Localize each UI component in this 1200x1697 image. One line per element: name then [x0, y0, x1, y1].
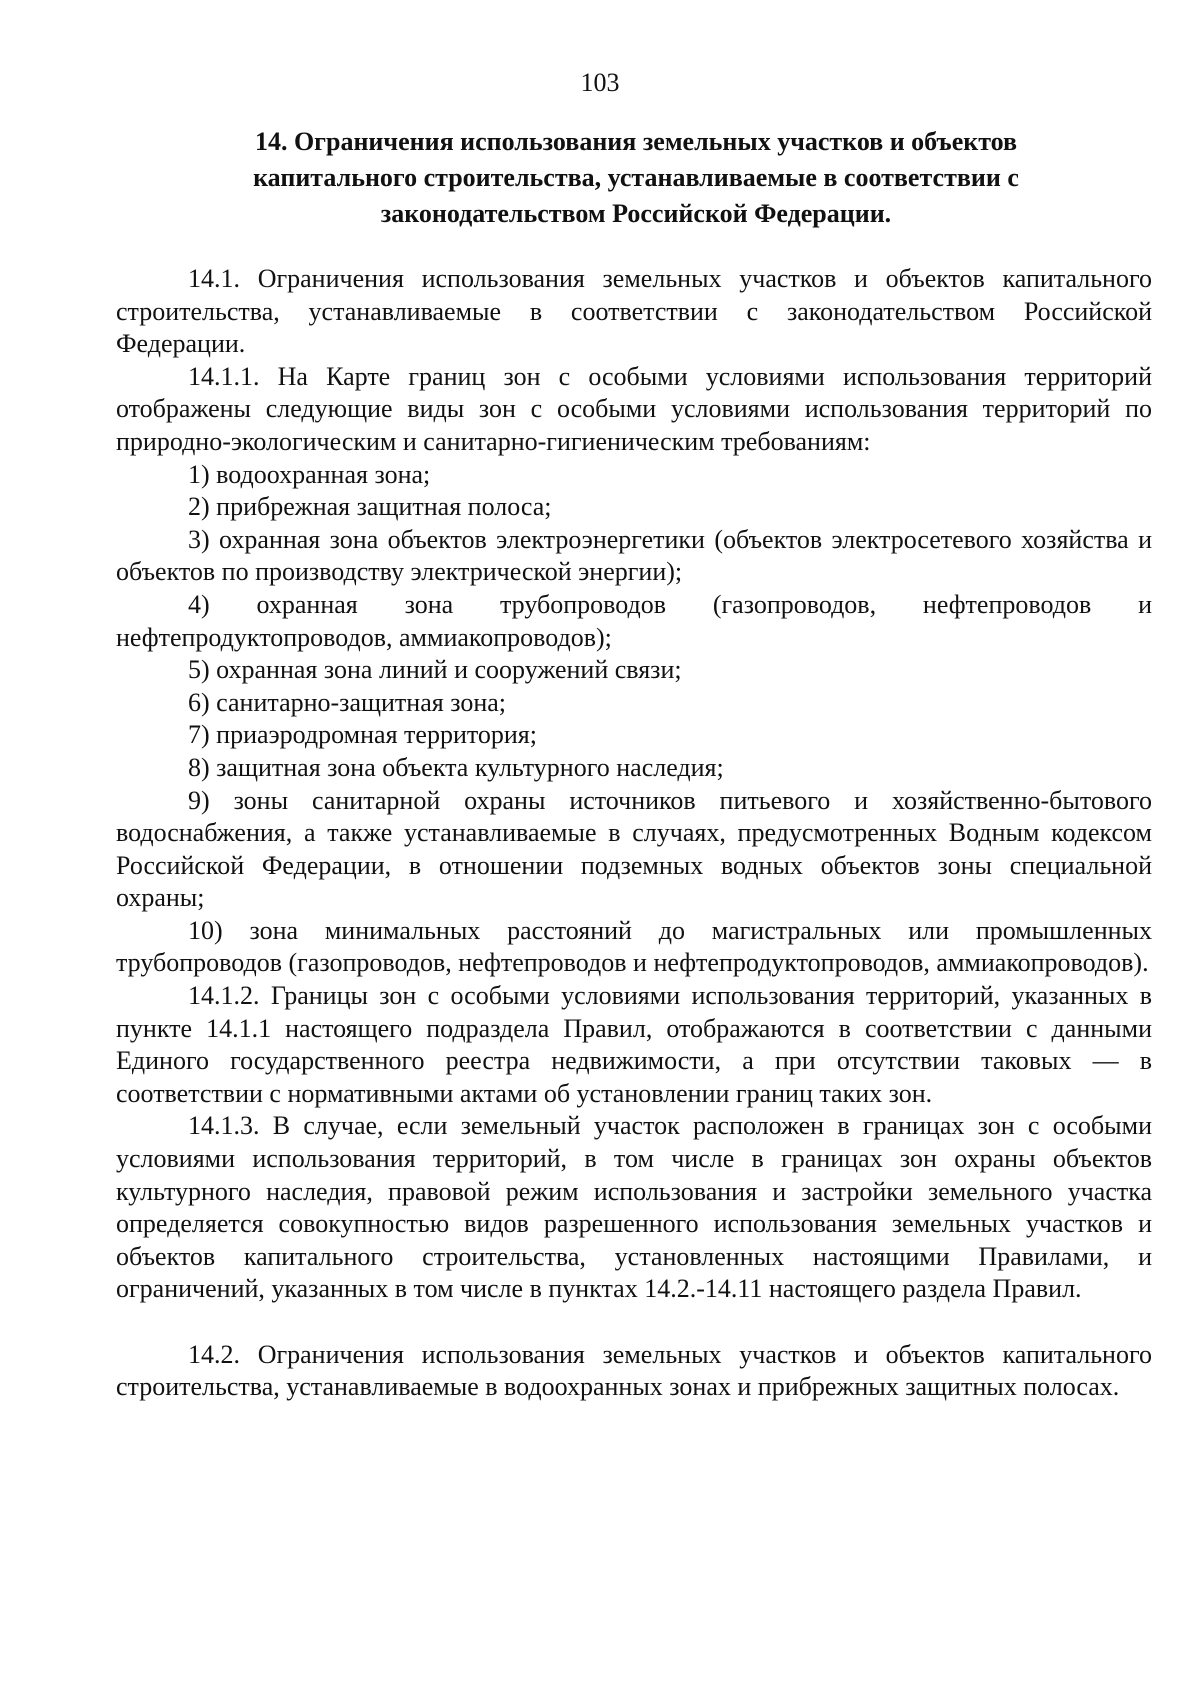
list-item: 4) охранная зона трубопроводов (газопроводов, нефтепроводов и нефтепродуктопроводов, аммиакопроводов);: [116, 589, 1152, 652]
list-item: 7) приаэродромная территория;: [188, 720, 537, 750]
page-number: 103: [580, 68, 620, 97]
list-item: 6) санитарно-защитная зона;: [188, 687, 506, 717]
section-heading: 14. Ограничения использования земельных участков и объектов капитального строительства, устанавливаемые в соответствии с законодательством Российской Федерации.: [253, 127, 1019, 228]
list-item: 10) зона минимальных расстояний до магистральных или промышленных трубопроводов (газопроводов, нефтепроводов и нефтепродуктопроводов, аммиакопроводов).: [116, 915, 1152, 978]
paragraph-14-1-1: 14.1.1. На Карте границ зон с особыми условиями использования территорий отображены следующие виды зон с особыми условиями использования территорий по природно-экологическим и санитарно-гигиеническим требованиям:: [116, 361, 1152, 456]
list-item: 9) зоны санитарной охраны источников питьевого и хозяйственно-бытового водоснабжения, а также устанавливаемые в случаях, предусмотренных Водным кодексом Российской Федерации, в отношении подземных водных объектов зоны специальной охраны;: [116, 785, 1152, 913]
document-body: [116, 263, 1152, 1404]
paragraph-14-1-3: 14.1.3. В случае, если земельный участок расположен в границах зон с особыми условиями использования территорий, в том числе в границах зон охраны объектов культурного наследия, правовой режим использования и застройки земельного участка определяется совокупностью видов разрешенного использования земельных участков и объектов капитального строительства, установленных настоящими Правилами, и ограничений, указанных в том числе в пунктах 14.2.-14.11 настоящего раздела Правил.: [116, 1111, 1152, 1304]
list-item: 8) защитная зона объекта культурного наследия;: [188, 752, 724, 782]
paragraph-14-2: 14.2. Ограничения использования земельных участков и объектов капитального строительства, устанавливаемые в водоохранных зонах и прибрежных защитных полосах.: [116, 1339, 1152, 1402]
list-item: 1) водоохранная зона;: [188, 459, 431, 489]
list-item: 5) охранная зона линий и сооружений связи;: [188, 655, 682, 685]
list-item: 2) прибрежная защитная полоса;: [188, 492, 552, 522]
paragraph-14-1: 14.1. Ограничения использования земельных участков и объектов капитального строительства, устанавливаемые в соответствии с законодательством Российской Федерации.: [116, 264, 1152, 359]
list-item: 3) охранная зона объектов электроэнергетики (объектов электросетевого хозяйства и объектов по производству электрической энергии);: [116, 524, 1152, 587]
paragraph-14-1-2: 14.1.2. Границы зон с особыми условиями использования территорий, указанных в пункте 14.1.1 настоящего подраздела Правил, отображаются в соответствии с данными Единого государственного реестра недвижимости, а при отсутствии таковых — в соответствии с нормативными актами об установлении границ таких зон.: [116, 981, 1152, 1108]
